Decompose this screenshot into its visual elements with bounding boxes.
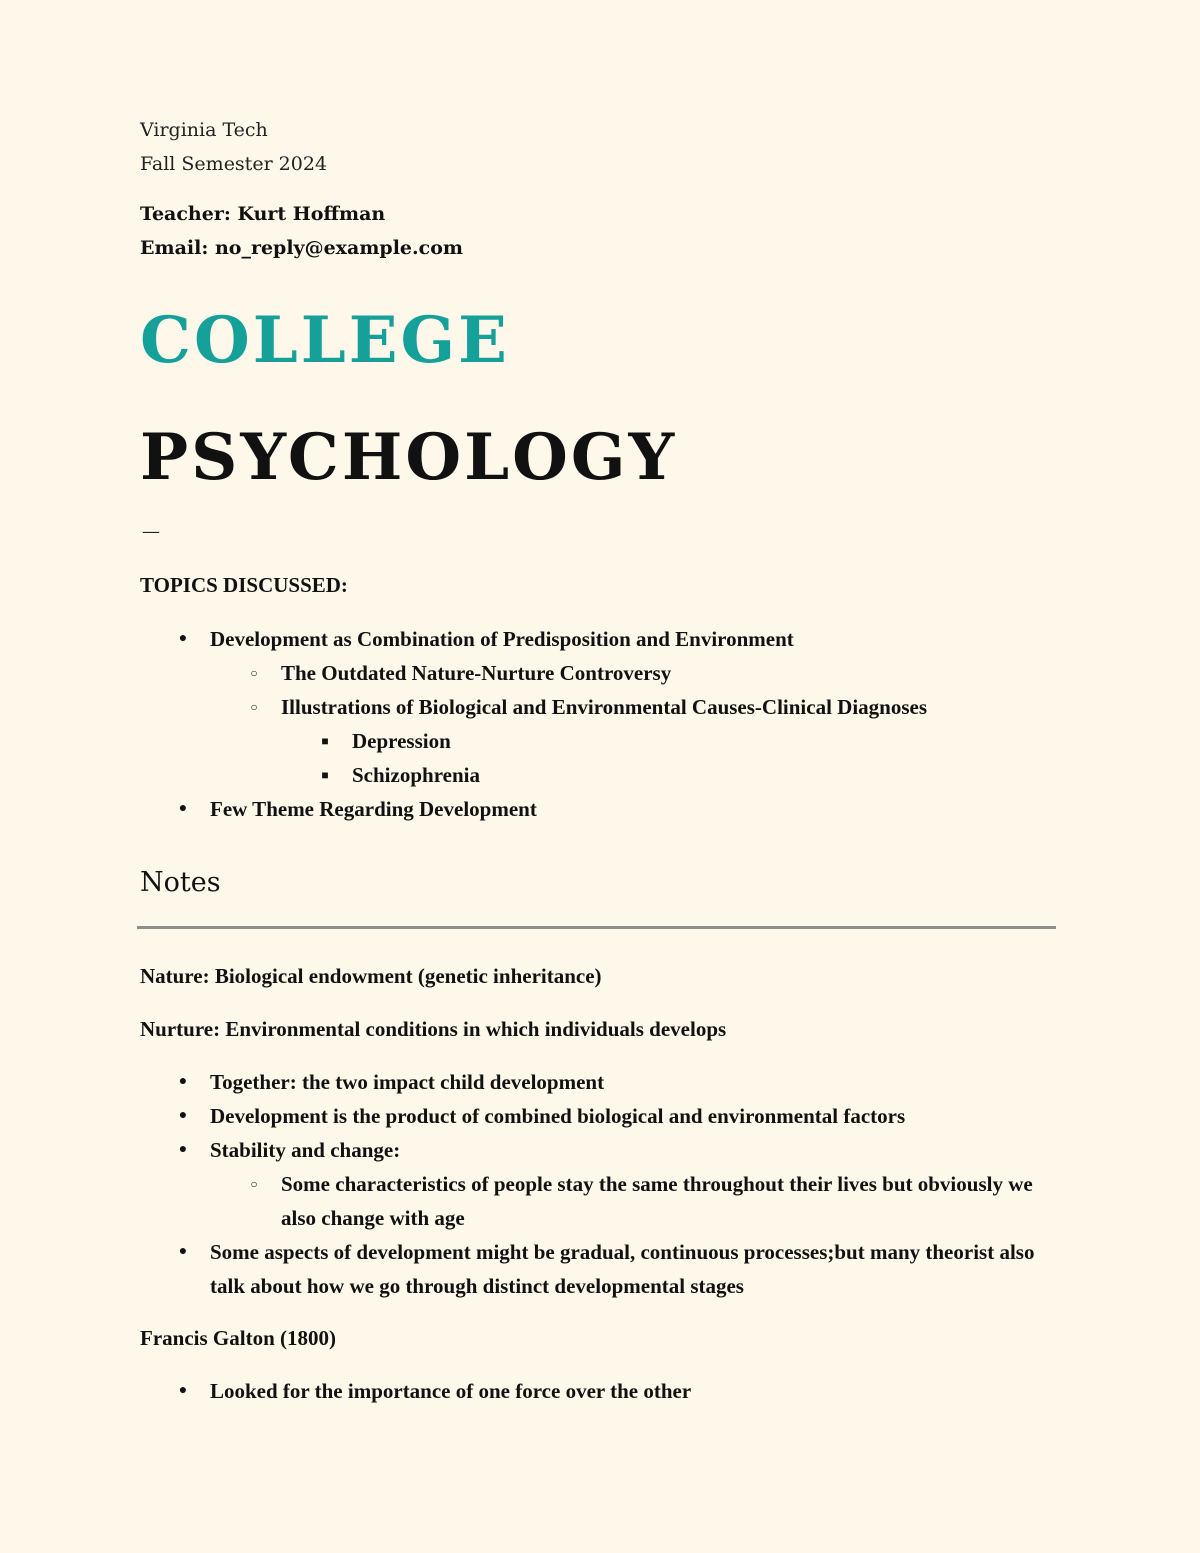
course-meta bbox=[140, 113, 1056, 181]
nurture-definition: Nurture: Environmental conditions in which individuals develops bbox=[140, 1017, 727, 1041]
disc-bullet-icon: ● bbox=[178, 801, 188, 816]
circle-bullet-icon: ○ bbox=[250, 1177, 258, 1191]
list-item-text: Looked for the importance of one force over the other bbox=[210, 1379, 692, 1403]
list-item bbox=[140, 792, 1056, 826]
disc-bullet-icon: ● bbox=[178, 1383, 188, 1398]
disc-bullet-icon: ● bbox=[178, 631, 188, 646]
square-bullet-icon: ■ bbox=[321, 768, 329, 782]
galton-list bbox=[140, 1374, 1056, 1408]
list-item-text: Schizophrenia bbox=[352, 763, 480, 787]
list-item-text: Together: the two impact child development bbox=[210, 1070, 605, 1094]
notes-heading: Notes bbox=[140, 867, 221, 898]
list-item bbox=[140, 724, 1056, 758]
list-item bbox=[140, 690, 1056, 724]
galton-heading: Francis Galton (1800) bbox=[140, 1326, 336, 1350]
list-item-text: Some aspects of development might be gradual, continuous processes;but many theorist also talk about how we go through distinct developmental stages bbox=[210, 1240, 1035, 1298]
list-item bbox=[140, 1374, 1056, 1408]
list-item-text: Illustrations of Biological and Environmental Causes-Clinical Diagnoses bbox=[281, 695, 928, 719]
list-item bbox=[140, 1167, 1056, 1235]
document-page bbox=[140, 113, 1056, 1403]
list-item bbox=[140, 622, 1056, 656]
square-bullet-icon: ■ bbox=[321, 734, 329, 748]
teacher-email: Email: no_reply@example.com bbox=[140, 237, 463, 259]
teacher-info bbox=[140, 197, 1056, 265]
notes-list bbox=[140, 1065, 1056, 1303]
topics-label: TOPICS DISCUSSED: bbox=[140, 573, 348, 597]
section-divider bbox=[137, 926, 1056, 929]
teacher-name: Teacher: Kurt Hoffman bbox=[140, 203, 386, 225]
list-item bbox=[140, 758, 1056, 792]
list-item-text: Development as Combination of Predisposition and Environment bbox=[210, 627, 794, 651]
list-item bbox=[140, 656, 1056, 690]
circle-bullet-icon: ○ bbox=[250, 666, 258, 680]
nature-definition: Nature: Biological endowment (genetic inheritance) bbox=[140, 964, 602, 988]
institution-name: Virginia Tech bbox=[140, 119, 268, 141]
list-item-text: Stability and change: bbox=[210, 1138, 401, 1162]
semester-label: Fall Semester 2024 bbox=[140, 153, 328, 175]
title-divider: — bbox=[142, 521, 160, 542]
list-item-text: Few Theme Regarding Development bbox=[210, 797, 537, 821]
list-item bbox=[140, 1099, 1056, 1133]
list-item bbox=[140, 1133, 1056, 1167]
disc-bullet-icon: ● bbox=[178, 1244, 188, 1259]
title-college: COLLEGE bbox=[140, 303, 510, 378]
circle-bullet-icon: ○ bbox=[250, 700, 258, 714]
disc-bullet-icon: ● bbox=[178, 1142, 188, 1157]
list-item bbox=[140, 1235, 1056, 1303]
list-item-text: The Outdated Nature-Nurture Controversy bbox=[281, 661, 672, 685]
list-item-text: Some characteristics of people stay the same throughout their lives but obviously we also change with age bbox=[281, 1172, 1033, 1230]
title-psychology: PSYCHOLOGY bbox=[140, 420, 678, 495]
disc-bullet-icon: ● bbox=[178, 1074, 188, 1089]
list-item bbox=[140, 1065, 1056, 1099]
list-item-text: Development is the product of combined biological and environmental factors bbox=[210, 1104, 906, 1128]
disc-bullet-icon: ● bbox=[178, 1108, 188, 1123]
topics-list bbox=[140, 622, 1056, 826]
list-item-text: Depression bbox=[352, 729, 451, 753]
